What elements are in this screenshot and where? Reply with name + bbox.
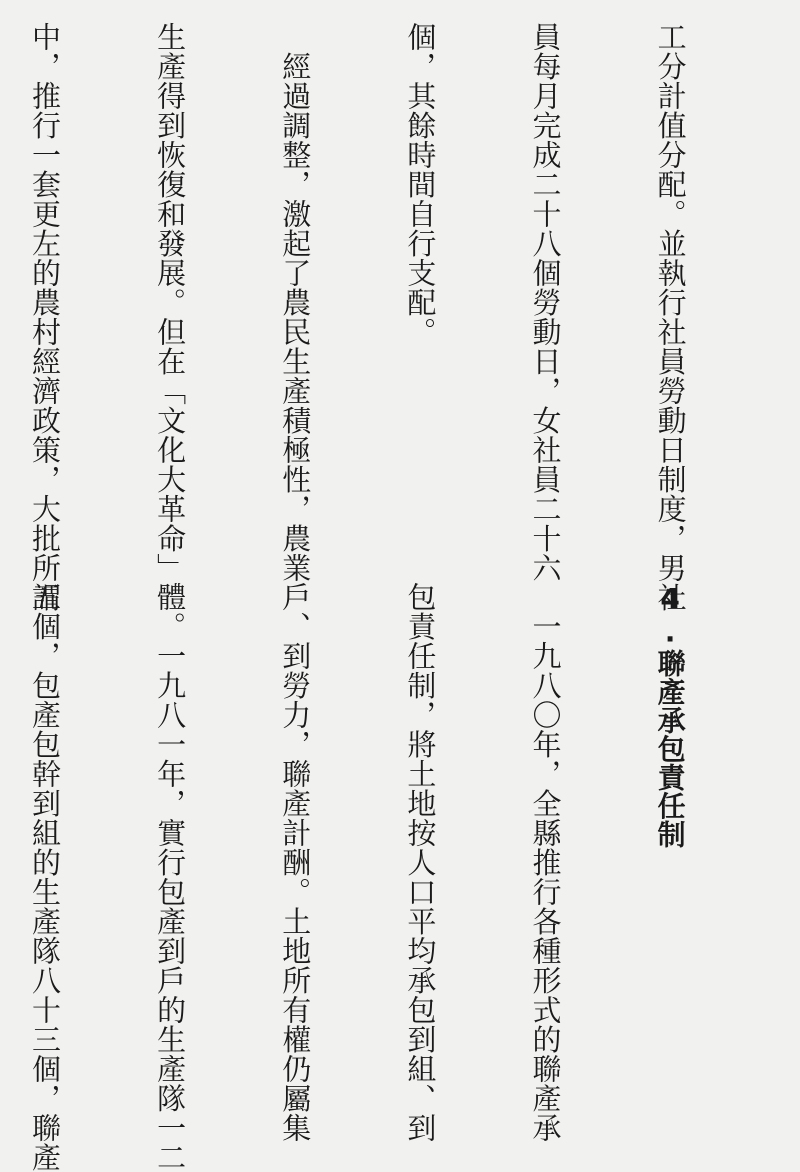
- text-column: 個，其餘時間自行支配。: [403, 22, 438, 347]
- text-column: 五個，包產包幹到組的生產隊八十三個，聯產: [28, 582, 63, 1172]
- text-column: 包責任制，將土地按人口平均承包到組、到: [403, 582, 438, 1143]
- text-column: 經過調整，激起了農民生產積極性，農業: [278, 22, 313, 583]
- top-text-block: [0, 22, 774, 612]
- text-column: 生產得到恢復和發展。但在「文化大革命」: [153, 22, 188, 583]
- text-column: 工分計值分配。並執行社員勞動日制度，男社: [653, 22, 688, 612]
- text-column: 戶、到勞力，聯產計酬。土地所有權仍屬集: [278, 582, 313, 1143]
- text-column: 員每月完成二十八個勞動日，女社員二十六: [528, 22, 563, 583]
- section-heading: 4.聯產承包責任制: [653, 582, 687, 849]
- text-column: 中，推行一套更左的農村經濟政策，大批所謂: [28, 22, 63, 612]
- bottom-text-block: [0, 582, 774, 1172]
- text-column: 一九八〇年，全縣推行各種形式的聯產承: [528, 582, 563, 1143]
- text-column: 體。一九八一年，實行包產到戶的生產隊一二: [153, 582, 188, 1172]
